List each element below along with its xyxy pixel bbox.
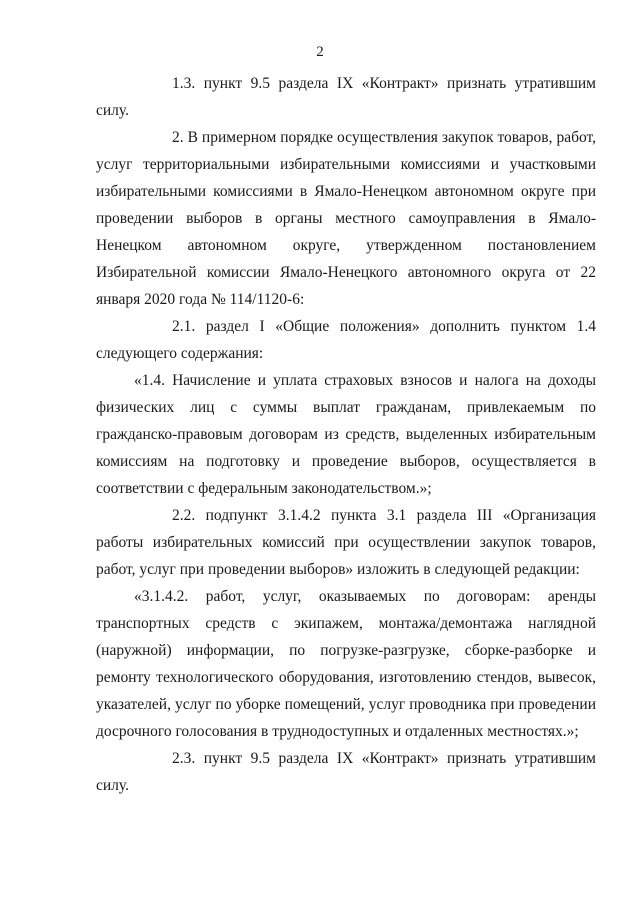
- paragraph-2-2: [96, 502, 596, 583]
- page-number: 2: [316, 44, 324, 60]
- document-body: [96, 70, 596, 799]
- paragraph-text: пункт 9.5 раздела IX «Контракт» признать утратившим силу.: [96, 750, 596, 794]
- paragraph-text: «3.1.4.2. работ, услуг, оказываемых по договорам: аренды транспортных средств с экипажем, монтажа/демонтажа наглядной (наружной) информации, по погрузке-разгрузке, сборке-разборке и ремонту технологического оборудования, изготовлению стендов, вывесок, указателей, услуг по уборке помещений, услуг проводника при проведении досрочного голосования в труднодоступных и отдаленных местностях.»;: [96, 588, 596, 740]
- paragraph-2: [96, 124, 596, 313]
- paragraph-2-1: [96, 313, 596, 367]
- paragraph-text: В примерном порядке осуществления закупок товаров, работ, услуг территориальными избирательными комиссиями и участковыми избирательными комиссиями в Ямало-Ненецком автономном округе при проведении выборов в органы местного самоуправления в Ямало-Ненецком автономном округе, утвержденном постановлением Избирательной комиссии Ямало-Ненецкого автономного округа от 22 января 2020 года № 114/1120-6:: [96, 129, 596, 308]
- paragraph-text: подпункт 3.1.4.2 пункта 3.1 раздела III «Организация работы избирательных комиссий при осуществлении закупок товаров, работ, услуг при проведении выборов» изложить в следующей редакции:: [96, 507, 596, 578]
- paragraph-text: раздел I «Общие положения» дополнить пунктом 1.4 следующего содержания:: [96, 318, 596, 362]
- paragraph-quote-1-4: [96, 367, 596, 502]
- paragraph-1-3: [96, 70, 596, 124]
- paragraph-text: «1.4. Начисление и уплата страховых взносов и налога на доходы физических лиц с суммы выплат гражданам, привлекаемым по гражданско-правовым договорам из средств, выделенных избирательным комиссиям на подготовку и проведение выборов, осуществляется в соответствии с федеральным законодательством.»;: [96, 372, 596, 497]
- paragraph-number: 2.2.: [172, 507, 196, 524]
- paragraph-2-3: [96, 745, 596, 799]
- paragraph-text: пункт 9.5 раздела IX «Контракт» признать утратившим силу.: [96, 75, 596, 119]
- paragraph-quote-3-1-4-2: [96, 583, 596, 745]
- paragraph-number: 2.3.: [172, 750, 196, 767]
- paragraph-number: 2.1.: [172, 318, 196, 335]
- paragraph-number: 1.3.: [172, 75, 196, 92]
- paragraph-number: 2.: [172, 129, 184, 146]
